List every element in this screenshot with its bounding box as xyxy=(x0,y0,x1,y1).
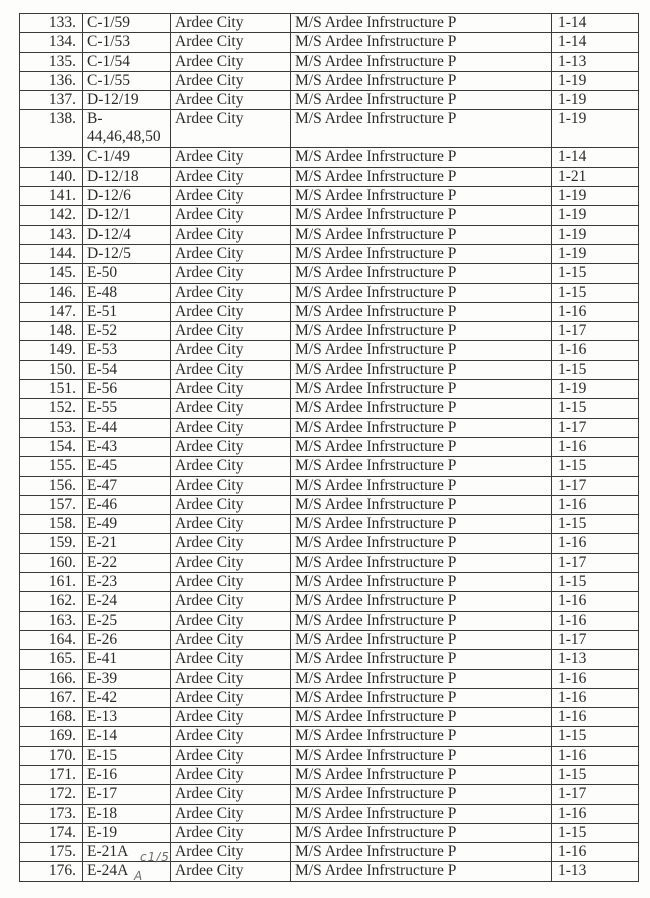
plot-number-cell: C-1/59 xyxy=(83,14,171,33)
serial-number-cell: 133. xyxy=(20,14,83,33)
developer-cell: M/S Ardee Infrstructure P xyxy=(291,322,552,341)
location-cell: Ardee City xyxy=(171,418,291,437)
location-cell: Ardee City xyxy=(171,167,291,186)
plot-number-cell: E-48 xyxy=(83,283,171,302)
location-cell: Ardee City xyxy=(171,457,291,476)
developer-cell: M/S Ardee Infrstructure P xyxy=(291,244,552,263)
code-cell: 1-16 xyxy=(552,534,639,553)
plot-number-cell: E-21A xyxy=(83,843,171,862)
serial-number-cell: 139. xyxy=(20,148,83,167)
location-cell: Ardee City xyxy=(171,206,291,225)
serial-number-cell: 155. xyxy=(20,457,83,476)
serial-number-cell: 172. xyxy=(20,785,83,804)
location-cell: Ardee City xyxy=(171,727,291,746)
table-row xyxy=(20,746,639,765)
table-row xyxy=(20,495,639,514)
serial-number-cell: 156. xyxy=(20,476,83,495)
developer-cell: M/S Ardee Infrstructure P xyxy=(291,534,552,553)
serial-number-cell: 164. xyxy=(20,630,83,649)
table-row xyxy=(20,341,639,360)
location-cell: Ardee City xyxy=(171,765,291,784)
serial-number-cell: 147. xyxy=(20,302,83,321)
table-row xyxy=(20,688,639,707)
code-cell: 1-17 xyxy=(552,476,639,495)
code-cell: 1-13 xyxy=(552,650,639,669)
code-cell: 1-16 xyxy=(552,804,639,823)
code-cell: 1-16 xyxy=(552,708,639,727)
plot-number-cell: E-13 xyxy=(83,708,171,727)
serial-number-cell: 146. xyxy=(20,283,83,302)
table-row xyxy=(20,650,639,669)
serial-number-cell: 173. xyxy=(20,804,83,823)
developer-cell: M/S Ardee Infrstructure P xyxy=(291,804,552,823)
code-cell: 1-15 xyxy=(552,264,639,283)
table-row xyxy=(20,785,639,804)
table-row xyxy=(20,167,639,186)
code-cell: 1-19 xyxy=(552,110,639,148)
location-cell: Ardee City xyxy=(171,399,291,418)
developer-cell: M/S Ardee Infrstructure P xyxy=(291,52,552,71)
serial-number-cell: 167. xyxy=(20,688,83,707)
plot-number-cell: D-12/6 xyxy=(83,187,171,206)
code-cell: 1-14 xyxy=(552,33,639,52)
plot-number-cell: E-49 xyxy=(83,515,171,534)
location-cell: Ardee City xyxy=(171,785,291,804)
code-cell: 1-19 xyxy=(552,187,639,206)
plot-number-cell: E-42 xyxy=(83,688,171,707)
plot-number-cell: E-53 xyxy=(83,341,171,360)
developer-cell: M/S Ardee Infrstructure P xyxy=(291,206,552,225)
developer-cell: M/S Ardee Infrstructure P xyxy=(291,110,552,148)
serial-number-cell: 144. xyxy=(20,244,83,263)
developer-cell: M/S Ardee Infrstructure P xyxy=(291,187,552,206)
plot-number-cell: E-14 xyxy=(83,727,171,746)
developer-cell: M/S Ardee Infrstructure P xyxy=(291,418,552,437)
plot-number-cell: C-1/55 xyxy=(83,71,171,90)
serial-number-cell: 174. xyxy=(20,823,83,842)
plot-number-cell: C-1/54 xyxy=(83,52,171,71)
table-row xyxy=(20,283,639,302)
code-cell: 1-14 xyxy=(552,148,639,167)
plot-number-cell: D-12/18 xyxy=(83,167,171,186)
developer-cell: M/S Ardee Infrstructure P xyxy=(291,437,552,456)
table-row xyxy=(20,804,639,823)
developer-cell: M/S Ardee Infrstructure P xyxy=(291,862,552,881)
code-cell: 1-19 xyxy=(552,244,639,263)
table-row xyxy=(20,515,639,534)
plot-number-cell: E-45 xyxy=(83,457,171,476)
code-cell: 1-15 xyxy=(552,360,639,379)
developer-cell: M/S Ardee Infrstructure P xyxy=(291,630,552,649)
plot-number-cell: E-15 xyxy=(83,746,171,765)
plot-number-cell: E-51 xyxy=(83,302,171,321)
plot-number-cell: D-12/19 xyxy=(83,91,171,110)
code-cell: 1-15 xyxy=(552,727,639,746)
location-cell: Ardee City xyxy=(171,14,291,33)
code-cell: 1-13 xyxy=(552,862,639,881)
developer-cell: M/S Ardee Infrstructure P xyxy=(291,360,552,379)
handwritten-scribble-2: A xyxy=(134,869,144,883)
location-cell: Ardee City xyxy=(171,476,291,495)
location-cell: Ardee City xyxy=(171,264,291,283)
developer-cell: M/S Ardee Infrstructure P xyxy=(291,380,552,399)
plot-number-cell: E-46 xyxy=(83,495,171,514)
location-cell: Ardee City xyxy=(171,495,291,514)
table-row xyxy=(20,380,639,399)
table-row xyxy=(20,534,639,553)
location-cell: Ardee City xyxy=(171,534,291,553)
serial-number-cell: 143. xyxy=(20,225,83,244)
developer-cell: M/S Ardee Infrstructure P xyxy=(291,765,552,784)
table-row xyxy=(20,91,639,110)
code-cell: 1-16 xyxy=(552,843,639,862)
developer-cell: M/S Ardee Infrstructure P xyxy=(291,225,552,244)
location-cell: Ardee City xyxy=(171,553,291,572)
code-cell: 1-15 xyxy=(552,765,639,784)
table-row xyxy=(20,187,639,206)
serial-number-cell: 138. xyxy=(20,110,83,148)
code-cell: 1-16 xyxy=(552,688,639,707)
table-row xyxy=(20,52,639,71)
serial-number-cell: 163. xyxy=(20,611,83,630)
table-row xyxy=(20,862,639,881)
code-cell: 1-16 xyxy=(552,341,639,360)
code-cell: 1-16 xyxy=(552,611,639,630)
serial-number-cell: 168. xyxy=(20,708,83,727)
serial-number-cell: 136. xyxy=(20,71,83,90)
serial-number-cell: 166. xyxy=(20,669,83,688)
developer-cell: M/S Ardee Infrstructure P xyxy=(291,515,552,534)
serial-number-cell: 153. xyxy=(20,418,83,437)
serial-number-cell: 152. xyxy=(20,399,83,418)
code-cell: 1-19 xyxy=(552,71,639,90)
developer-cell: M/S Ardee Infrstructure P xyxy=(291,91,552,110)
developer-cell: M/S Ardee Infrstructure P xyxy=(291,727,552,746)
location-cell: Ardee City xyxy=(171,244,291,263)
serial-number-cell: 149. xyxy=(20,341,83,360)
serial-number-cell: 162. xyxy=(20,592,83,611)
location-cell: Ardee City xyxy=(171,804,291,823)
table-row xyxy=(20,264,639,283)
plot-number-cell: E-47 xyxy=(83,476,171,495)
plot-number-cell: E-39 xyxy=(83,669,171,688)
location-cell: Ardee City xyxy=(171,302,291,321)
location-cell: Ardee City xyxy=(171,437,291,456)
plot-number-cell: E-21 xyxy=(83,534,171,553)
code-cell: 1-17 xyxy=(552,785,639,804)
plot-number-cell: B- 44,46,48,50 xyxy=(83,110,171,148)
serial-number-cell: 148. xyxy=(20,322,83,341)
developer-cell: M/S Ardee Infrstructure P xyxy=(291,573,552,592)
plot-number-cell: E-19 xyxy=(83,823,171,842)
developer-cell: M/S Ardee Infrstructure P xyxy=(291,823,552,842)
developer-cell: M/S Ardee Infrstructure P xyxy=(291,341,552,360)
location-cell: Ardee City xyxy=(171,322,291,341)
code-cell: 1-16 xyxy=(552,669,639,688)
code-cell: 1-15 xyxy=(552,573,639,592)
plot-register-table xyxy=(19,13,639,882)
table-row xyxy=(20,244,639,263)
developer-cell: M/S Ardee Infrstructure P xyxy=(291,302,552,321)
developer-cell: M/S Ardee Infrstructure P xyxy=(291,669,552,688)
table-row xyxy=(20,437,639,456)
table-row xyxy=(20,148,639,167)
table-row xyxy=(20,110,639,148)
serial-number-cell: 150. xyxy=(20,360,83,379)
plot-number-cell: E-23 xyxy=(83,573,171,592)
code-cell: 1-16 xyxy=(552,495,639,514)
serial-number-cell: 170. xyxy=(20,746,83,765)
location-cell: Ardee City xyxy=(171,688,291,707)
plot-number-cell: E-54 xyxy=(83,360,171,379)
plot-number-cell: E-25 xyxy=(83,611,171,630)
developer-cell: M/S Ardee Infrstructure P xyxy=(291,264,552,283)
plot-number-cell: E-55 xyxy=(83,399,171,418)
location-cell: Ardee City xyxy=(171,630,291,649)
table-row xyxy=(20,71,639,90)
register-body xyxy=(20,14,639,882)
location-cell: Ardee City xyxy=(171,33,291,52)
plot-number-cell: E-26 xyxy=(83,630,171,649)
location-cell: Ardee City xyxy=(171,187,291,206)
serial-number-cell: 176. xyxy=(20,862,83,881)
table-row xyxy=(20,418,639,437)
developer-cell: M/S Ardee Infrstructure P xyxy=(291,611,552,630)
developer-cell: M/S Ardee Infrstructure P xyxy=(291,592,552,611)
plot-number-cell: E-56 xyxy=(83,380,171,399)
serial-number-cell: 158. xyxy=(20,515,83,534)
location-cell: Ardee City xyxy=(171,611,291,630)
location-cell: Ardee City xyxy=(171,148,291,167)
serial-number-cell: 171. xyxy=(20,765,83,784)
location-cell: Ardee City xyxy=(171,91,291,110)
location-cell: Ardee City xyxy=(171,862,291,881)
serial-number-cell: 142. xyxy=(20,206,83,225)
code-cell: 1-14 xyxy=(552,14,639,33)
developer-cell: M/S Ardee Infrstructure P xyxy=(291,843,552,862)
location-cell: Ardee City xyxy=(171,110,291,148)
table-row xyxy=(20,573,639,592)
developer-cell: M/S Ardee Infrstructure P xyxy=(291,33,552,52)
serial-number-cell: 140. xyxy=(20,167,83,186)
developer-cell: M/S Ardee Infrstructure P xyxy=(291,283,552,302)
developer-cell: M/S Ardee Infrstructure P xyxy=(291,167,552,186)
table-row xyxy=(20,553,639,572)
serial-number-cell: 154. xyxy=(20,437,83,456)
plot-number-cell: E-44 xyxy=(83,418,171,437)
code-cell: 1-19 xyxy=(552,380,639,399)
serial-number-cell: 160. xyxy=(20,553,83,572)
developer-cell: M/S Ardee Infrstructure P xyxy=(291,495,552,514)
developer-cell: M/S Ardee Infrstructure P xyxy=(291,785,552,804)
plot-number-cell: E-17 xyxy=(83,785,171,804)
handwritten-scribble-1: c1/5 xyxy=(140,850,170,864)
location-cell: Ardee City xyxy=(171,669,291,688)
developer-cell: M/S Ardee Infrstructure P xyxy=(291,746,552,765)
code-cell: 1-19 xyxy=(552,225,639,244)
table-row xyxy=(20,823,639,842)
plot-number-cell: E-18 xyxy=(83,804,171,823)
plot-number-cell: E-43 xyxy=(83,437,171,456)
location-cell: Ardee City xyxy=(171,225,291,244)
code-cell: 1-15 xyxy=(552,515,639,534)
developer-cell: M/S Ardee Infrstructure P xyxy=(291,708,552,727)
location-cell: Ardee City xyxy=(171,52,291,71)
table-row xyxy=(20,360,639,379)
serial-number-cell: 159. xyxy=(20,534,83,553)
serial-number-cell: 145. xyxy=(20,264,83,283)
location-cell: Ardee City xyxy=(171,823,291,842)
serial-number-cell: 135. xyxy=(20,52,83,71)
plot-number-cell: E-24A xyxy=(83,862,171,881)
plot-number-cell: E-22 xyxy=(83,553,171,572)
location-cell: Ardee City xyxy=(171,843,291,862)
serial-number-cell: 141. xyxy=(20,187,83,206)
developer-cell: M/S Ardee Infrstructure P xyxy=(291,148,552,167)
table-row xyxy=(20,206,639,225)
code-cell: 1-15 xyxy=(552,283,639,302)
table-row xyxy=(20,592,639,611)
table-row xyxy=(20,399,639,418)
code-cell: 1-16 xyxy=(552,592,639,611)
location-cell: Ardee City xyxy=(171,650,291,669)
location-cell: Ardee City xyxy=(171,592,291,611)
table-row xyxy=(20,33,639,52)
table-row xyxy=(20,457,639,476)
code-cell: 1-15 xyxy=(552,457,639,476)
code-cell: 1-17 xyxy=(552,322,639,341)
table-row xyxy=(20,630,639,649)
location-cell: Ardee City xyxy=(171,71,291,90)
developer-cell: M/S Ardee Infrstructure P xyxy=(291,457,552,476)
serial-number-cell: 175. xyxy=(20,843,83,862)
location-cell: Ardee City xyxy=(171,708,291,727)
plot-number-cell: E-24 xyxy=(83,592,171,611)
location-cell: Ardee City xyxy=(171,746,291,765)
location-cell: Ardee City xyxy=(171,515,291,534)
plot-number-cell: C-1/53 xyxy=(83,33,171,52)
code-cell: 1-15 xyxy=(552,399,639,418)
developer-cell: M/S Ardee Infrstructure P xyxy=(291,71,552,90)
serial-number-cell: 161. xyxy=(20,573,83,592)
developer-cell: M/S Ardee Infrstructure P xyxy=(291,553,552,572)
serial-number-cell: 134. xyxy=(20,33,83,52)
plot-number-cell: D-12/5 xyxy=(83,244,171,263)
code-cell: 1-19 xyxy=(552,206,639,225)
table-row xyxy=(20,14,639,33)
table-row xyxy=(20,611,639,630)
serial-number-cell: 165. xyxy=(20,650,83,669)
location-cell: Ardee City xyxy=(171,341,291,360)
table-row xyxy=(20,322,639,341)
location-cell: Ardee City xyxy=(171,573,291,592)
plot-number-cell: E-16 xyxy=(83,765,171,784)
serial-number-cell: 151. xyxy=(20,380,83,399)
developer-cell: M/S Ardee Infrstructure P xyxy=(291,650,552,669)
code-cell: 1-17 xyxy=(552,553,639,572)
code-cell: 1-17 xyxy=(552,418,639,437)
code-cell: 1-13 xyxy=(552,52,639,71)
developer-cell: M/S Ardee Infrstructure P xyxy=(291,476,552,495)
code-cell: 1-21 xyxy=(552,167,639,186)
code-cell: 1-16 xyxy=(552,437,639,456)
code-cell: 1-16 xyxy=(552,302,639,321)
serial-number-cell: 137. xyxy=(20,91,83,110)
developer-cell: M/S Ardee Infrstructure P xyxy=(291,399,552,418)
table-row xyxy=(20,302,639,321)
serial-number-cell: 169. xyxy=(20,727,83,746)
table-row xyxy=(20,225,639,244)
table-row xyxy=(20,843,639,862)
code-cell: 1-19 xyxy=(552,91,639,110)
code-cell: 1-16 xyxy=(552,746,639,765)
table-row xyxy=(20,708,639,727)
table-row xyxy=(20,727,639,746)
plot-number-cell: E-52 xyxy=(83,322,171,341)
table-row xyxy=(20,669,639,688)
plot-number-cell: E-41 xyxy=(83,650,171,669)
developer-cell: M/S Ardee Infrstructure P xyxy=(291,688,552,707)
plot-number-cell: D-12/4 xyxy=(83,225,171,244)
code-cell: 1-15 xyxy=(552,823,639,842)
table-row xyxy=(20,476,639,495)
table-row xyxy=(20,765,639,784)
location-cell: Ardee City xyxy=(171,360,291,379)
location-cell: Ardee City xyxy=(171,283,291,302)
plot-number-cell: E-50 xyxy=(83,264,171,283)
plot-number-cell: D-12/1 xyxy=(83,206,171,225)
serial-number-cell: 157. xyxy=(20,495,83,514)
developer-cell: M/S Ardee Infrstructure P xyxy=(291,14,552,33)
location-cell: Ardee City xyxy=(171,380,291,399)
plot-number-cell: C-1/49 xyxy=(83,148,171,167)
code-cell: 1-17 xyxy=(552,630,639,649)
